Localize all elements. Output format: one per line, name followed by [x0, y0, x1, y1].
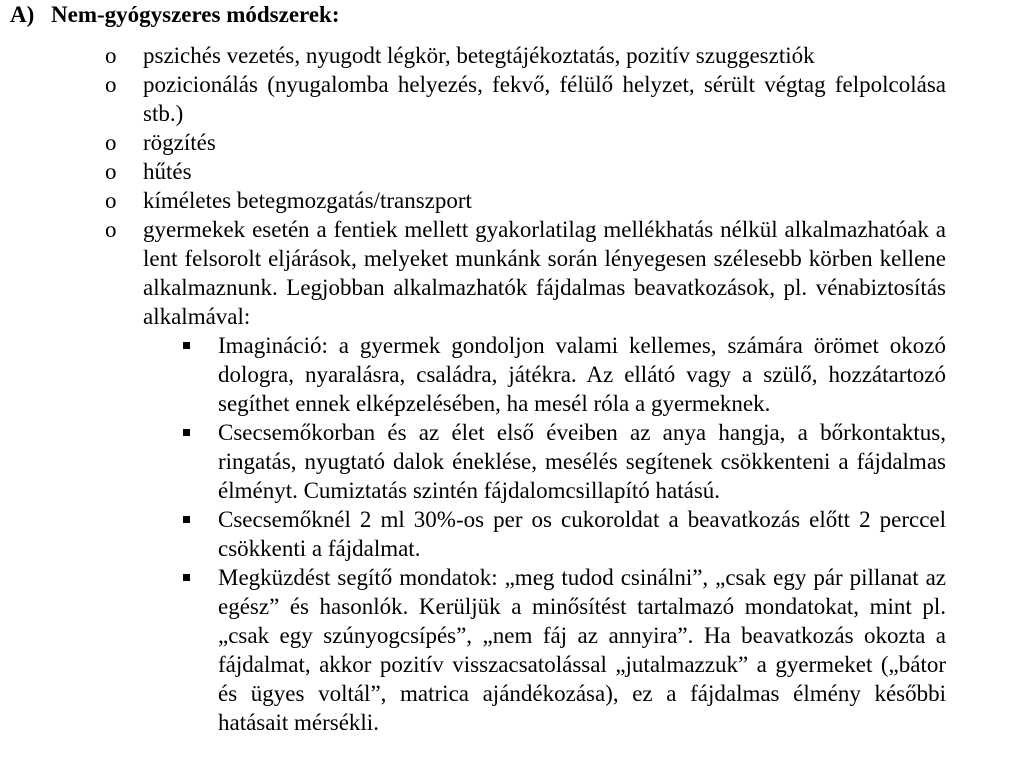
- circle-bullet-icon: o: [105, 217, 117, 242]
- children-technique-list: [143, 331, 946, 737]
- section-heading: [10, 0, 339, 29]
- sublist-item: [143, 563, 946, 737]
- sublist-item-text: Imagináció: a gyermek gondoljon valami kellemes, számára örömet okozó dologra, nyaralásra, családra, játékra. Az ellátó vagy a szülő, hozzátartozó segíthet ennek elképzelésében, ha mesél róla a gyermeknek.: [218, 333, 946, 416]
- list-item: [0, 41, 946, 70]
- square-bullet-icon: [183, 574, 190, 581]
- list-item-text: rögzítés: [143, 130, 216, 155]
- circle-bullet-icon: o: [105, 72, 117, 97]
- sublist-item-text: Csecsemőkorban és az élet első éveiben az anya hangja, a bőrkontaktus, ringatás, nyugtató dalok éneklése, mesélés segítenek csökkenteni a fájdalmas élményt. Cumiztatás szintén fájdalomcsillapító hatású.: [218, 420, 946, 503]
- section-marker: A): [10, 2, 35, 27]
- sublist-item: [143, 505, 946, 563]
- sublist-item-text: Csecsemőknél 2 ml 30%-os per os cukoroldat a beavatkozás előtt 2 perccel csökkenti a fájdalmat.: [218, 507, 946, 561]
- circle-bullet-icon: o: [105, 43, 117, 68]
- circle-bullet-icon: o: [105, 188, 117, 213]
- square-bullet-icon: [183, 342, 190, 349]
- sublist-item: [143, 418, 946, 505]
- list-item: [0, 128, 946, 157]
- list-item-text: hűtés: [143, 159, 192, 184]
- list-item: [0, 157, 946, 186]
- method-list: [0, 41, 1024, 737]
- square-bullet-icon: [183, 429, 190, 436]
- list-item: [0, 215, 946, 737]
- section-title: Nem-gyógyszeres módszerek:: [51, 2, 340, 27]
- square-bullet-icon: [183, 516, 190, 523]
- sublist-item-text: Megküzdést segítő mondatok: „meg tudod csinálni”, „csak egy pár pillanat az egész” és hasonlók. Kerüljük a minősítést tartalmazó mondatokat, mint pl. „csak egy szúnyogcsípés”, „nem fáj az annyira”. Ha beavatkozás okozta a fájdalmat, akkor pozitív visszacsatolással „jutalmazzuk” a gyermeket („bátor és ügyes voltál”, matrica ajándékozása), ez a fájdalmas élmény későbbi hatásait mérsékli.: [218, 565, 946, 735]
- list-item-text: pszichés vezetés, nyugodt légkör, betegtájékoztatás, pozitív szuggesztiók: [143, 43, 815, 68]
- list-item-text: gyermekek esetén a fentiek mellett gyakorlatilag mellékhatás nélkül alkalmazhatóak a lent felsorolt eljárások, melyeket munkánk során lényegesen szélesebb körben kellene alkalmaznunk. Legjobban alkalmazhatók fájdalmas beavatkozások, pl. vénabiztosítás alkalmával:: [143, 217, 946, 329]
- list-item: [0, 70, 946, 128]
- list-item: [0, 186, 946, 215]
- circle-bullet-icon: o: [105, 130, 117, 155]
- sublist-item: [143, 331, 946, 418]
- circle-bullet-icon: o: [105, 159, 117, 184]
- list-item-text: pozicionálás (nyugalomba helyezés, fekvő, félülő helyzet, sérült végtag felpolcolása stb.): [143, 72, 946, 126]
- list-item-text: kíméletes betegmozgatás/transzport: [143, 188, 472, 213]
